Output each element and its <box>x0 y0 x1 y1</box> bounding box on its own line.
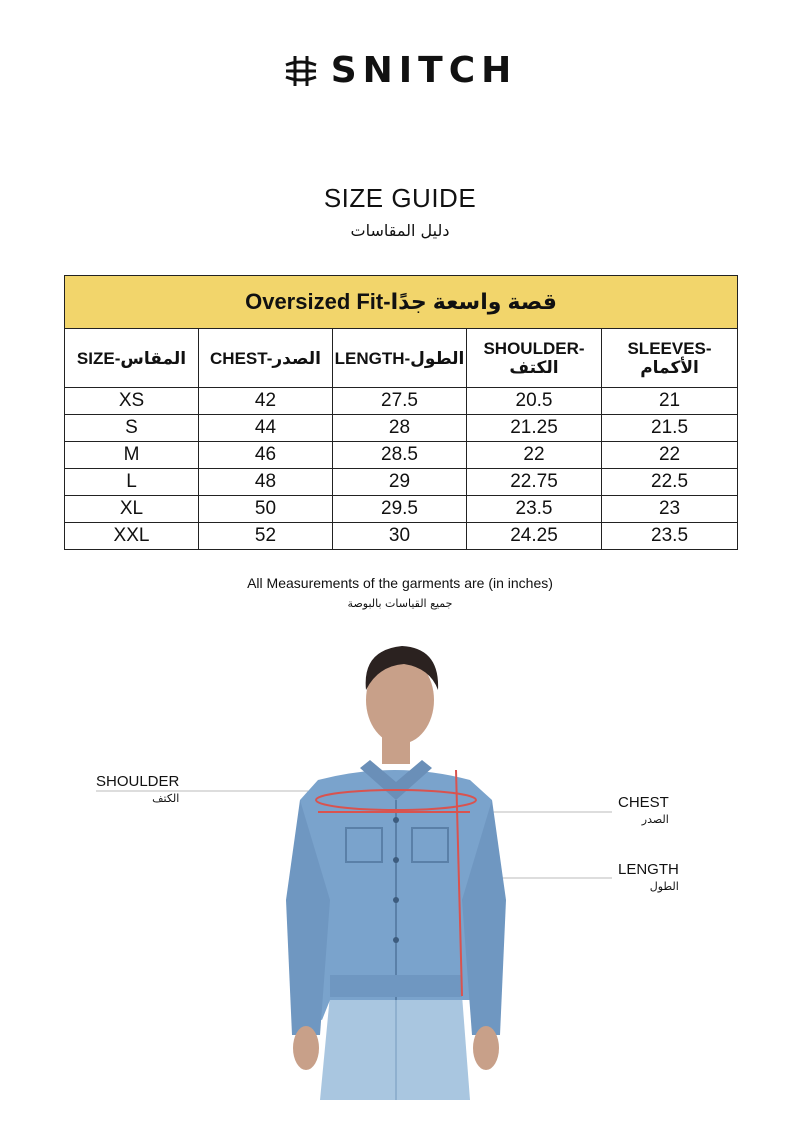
table-cell: 23 <box>602 496 738 523</box>
brand-name: SNITCH <box>330 50 518 91</box>
table-cell: 22 <box>602 442 738 469</box>
callout-shoulder-label: SHOULDER <box>96 773 180 790</box>
table-cell: 29.5 <box>333 496 467 523</box>
table-cell: 28 <box>333 415 467 442</box>
table-cell: XL <box>65 496 199 523</box>
table-cell: XS <box>65 388 199 415</box>
table-cell: 22.75 <box>467 469 602 496</box>
table-cell: 27.5 <box>333 388 467 415</box>
column-header-label: LENGTH-الطول <box>334 348 465 368</box>
column-header <box>333 329 467 388</box>
callout-chest-label: CHEST <box>618 794 669 811</box>
table-cell: 42 <box>199 388 333 415</box>
table-row <box>65 415 738 442</box>
page-title: SIZE GUIDE <box>323 183 477 213</box>
measurement-note: All Measurements of the garments are (in inches) <box>247 575 553 591</box>
table-row <box>65 469 738 496</box>
callout-length-label-arabic: الطول <box>649 880 679 893</box>
table-cell: 30 <box>333 523 467 550</box>
column-header <box>199 329 333 388</box>
column-header-label-arabic: الأكمام <box>640 358 699 377</box>
column-header-label-arabic: الكتف <box>509 358 559 377</box>
column-header-label: SLEEVES- <box>627 339 712 358</box>
table-cell: 52 <box>199 523 333 550</box>
table-cell: 22.5 <box>602 469 738 496</box>
table-cell: L <box>65 469 199 496</box>
page-title-arabic: دليل المقاسات <box>350 221 450 240</box>
table-cell: 29 <box>333 469 467 496</box>
column-header <box>65 329 199 388</box>
table-cell: 22 <box>467 442 602 469</box>
callout-shoulder <box>96 773 179 805</box>
table-cell: 44 <box>199 415 333 442</box>
table-cell: 20.5 <box>467 388 602 415</box>
table-cell: S <box>65 415 199 442</box>
column-header <box>467 329 602 388</box>
table-cell: M <box>65 442 199 469</box>
table-row <box>65 496 738 523</box>
measurement-note-arabic: جميع القياسات بالبوصة <box>347 597 453 610</box>
table-cell: 21 <box>602 388 738 415</box>
brand-logo <box>0 50 800 91</box>
table-cell: 28.5 <box>333 442 467 469</box>
table-cell: 24.25 <box>467 523 602 550</box>
fit-banner: Oversized Fit-قصة واسعة جدًا <box>65 276 738 329</box>
table-cell: XXL <box>65 523 199 550</box>
table-cell: 21.25 <box>467 415 602 442</box>
column-header-label: SHOULDER- <box>483 339 585 358</box>
callout-length <box>618 861 679 893</box>
table-cell: 21.5 <box>602 415 738 442</box>
size-table <box>64 275 738 550</box>
snitch-logo-icon <box>283 53 319 89</box>
table-cell: 46 <box>199 442 333 469</box>
callout-chest-label-arabic: الصدر <box>641 813 669 826</box>
table-cell: 48 <box>199 469 333 496</box>
table-cell: 23.5 <box>602 523 738 550</box>
column-header <box>602 329 738 388</box>
callout-shoulder-label-arabic: الكتف <box>152 792 180 805</box>
callout-length-label: LENGTH <box>618 861 679 878</box>
column-header-label: SIZE-المقاس <box>76 348 187 368</box>
model-illustration <box>0 630 800 1130</box>
table-cell: 23.5 <box>467 496 602 523</box>
table-cell: 50 <box>199 496 333 523</box>
column-header-label: CHEST-الصدر <box>210 348 321 368</box>
table-row <box>65 523 738 550</box>
callout-chest <box>618 794 669 826</box>
table-row <box>65 388 738 415</box>
table-row <box>65 442 738 469</box>
